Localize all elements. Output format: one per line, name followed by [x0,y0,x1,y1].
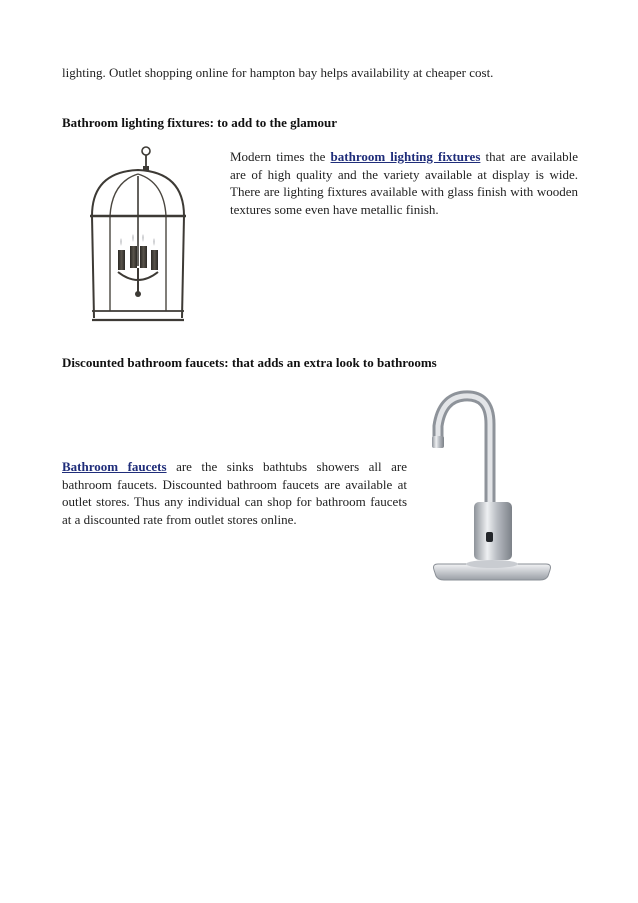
intro-paragraph: lighting. Outlet shopping online for hampton bay helps availability at cheaper cost. [62,65,494,80]
faucets-text-post: are the sinks bathtubs showers all are bathroom faucets. Discounted bathroom faucets are available at outlet stores. Thus any individual can shop for bathroom faucets at a discounted rate from outlet stores online. [62,459,407,527]
lighting-paragraph [230,148,578,218]
section-heading-faucets: Discounted bathroom faucets: that adds an extra look to bathrooms [62,355,437,370]
bathroom-lighting-fixtures-link[interactable]: bathroom lighting fixtures [330,149,481,164]
lighting-text-post: that are available are of high quality and the variety available at display is wide. There are lighting fixtures available with glass finish with wooden textures some even have metallic finish. [230,149,578,217]
lighting-text-pre: Modern times the [230,149,331,164]
chrome-faucet-icon [428,384,556,588]
section-heading-lighting: Bathroom lighting fixtures: to add to the glamour [62,115,338,130]
faucets-paragraph [62,458,407,528]
bathroom-faucets-link[interactable]: Bathroom faucets [62,459,167,474]
lantern-chandelier-icon [88,146,188,326]
